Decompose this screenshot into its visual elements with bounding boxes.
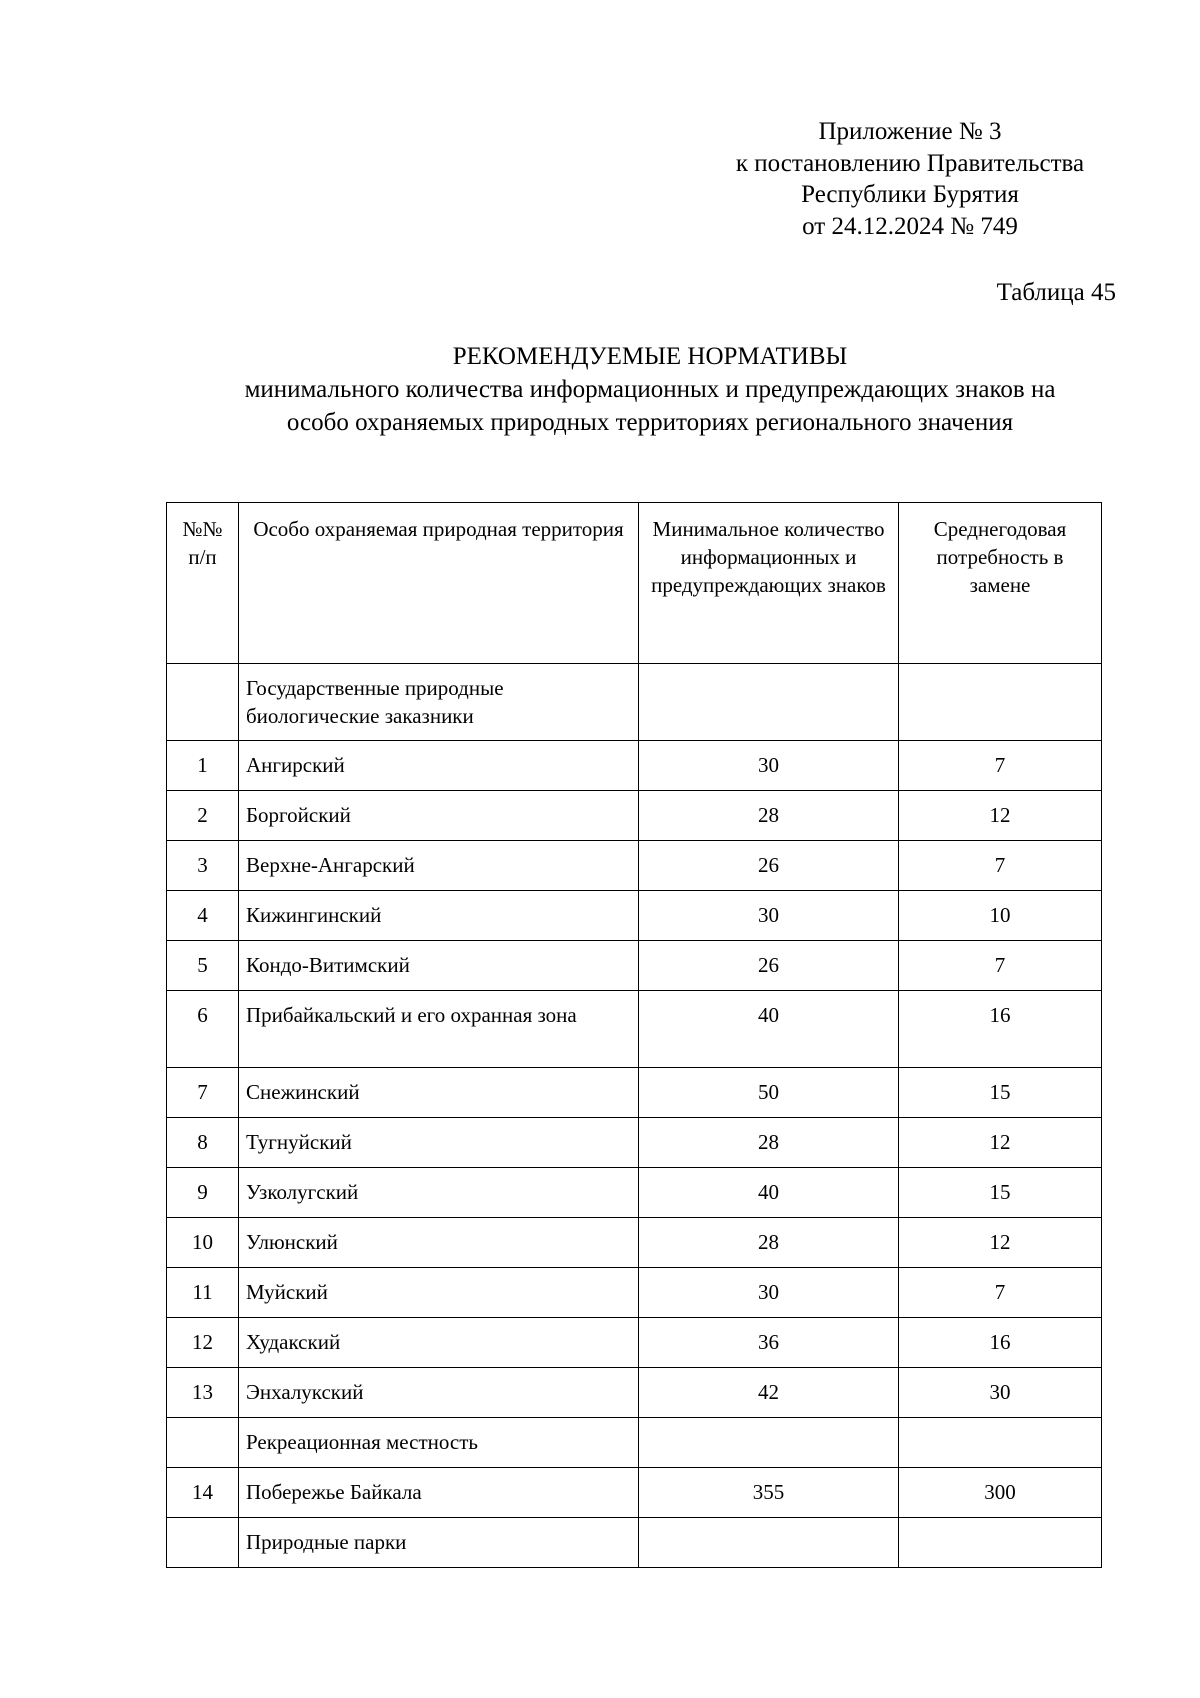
header-num: №№ п/п [167,503,239,664]
cell-num: 10 [167,1218,239,1268]
table-row [167,791,1102,841]
table-row [167,1318,1102,1368]
cell-num: 12 [167,1318,239,1368]
appendix-block [690,116,1130,242]
table-body [167,664,1102,1568]
cell-min-count: 28 [639,1218,899,1268]
cell-territory-name: Улюнский [239,1218,639,1268]
cell-min-count: 30 [639,1268,899,1318]
cell-min-count: 28 [639,791,899,841]
cell-num: 8 [167,1118,239,1168]
cell-territory-name: Природные парки [239,1518,639,1568]
cell-territory-name: Тугнуйский [239,1118,639,1168]
cell-annual-need: 7 [899,741,1102,791]
cell-min-count: 50 [639,1068,899,1118]
table-section-row [167,664,1102,741]
cell-min-count: 36 [639,1318,899,1368]
cell-num: 2 [167,791,239,841]
header-min-count: Минимальное количество информационных и предупреждающих знаков [639,503,899,664]
cell-territory-name: Ангирский [239,741,639,791]
cell-annual-need [899,664,1102,741]
cell-annual-need: 30 [899,1368,1102,1418]
cell-annual-need: 7 [899,1268,1102,1318]
cell-num: 7 [167,1068,239,1118]
table-row [167,1468,1102,1518]
cell-min-count [639,664,899,741]
cell-annual-need: 7 [899,841,1102,891]
table-row [167,1368,1102,1418]
cell-num [167,1518,239,1568]
cell-annual-need: 7 [899,941,1102,991]
table-row [167,941,1102,991]
appendix-line: Республики Бурятия [801,181,1019,208]
table-row [167,991,1102,1068]
cell-territory-name: Верхне-Ангарский [239,841,639,891]
cell-min-count: 30 [639,741,899,791]
cell-min-count: 40 [639,1168,899,1218]
cell-territory-name: Государственные природные биологические заказники [239,664,639,741]
cell-num: 1 [167,741,239,791]
cell-territory-name: Муйский [239,1268,639,1318]
title-subline: минимального количества информационных и предупреждающих знаков на [244,376,1056,403]
cell-annual-need: 300 [899,1468,1102,1518]
title-subline: особо охраняемых природных территориях регионального значения [286,409,1014,436]
cell-annual-need: 12 [899,791,1102,841]
cell-num: 4 [167,891,239,941]
table-row [167,1168,1102,1218]
cell-territory-name: Снежинский [239,1068,639,1118]
cell-min-count: 30 [639,891,899,941]
cell-num: 13 [167,1368,239,1418]
cell-territory-name: Кижингинский [239,891,639,941]
cell-annual-need [899,1418,1102,1468]
cell-annual-need: 12 [899,1118,1102,1168]
cell-min-count: 40 [639,991,899,1068]
appendix-line: от 24.12.2024 № 749 [802,212,1018,240]
cell-annual-need: 16 [899,1318,1102,1368]
cell-min-count: 26 [639,941,899,991]
table-row [167,1268,1102,1318]
cell-annual-need: 16 [899,991,1102,1068]
table-row [167,841,1102,891]
cell-num [167,664,239,741]
table-section-row [167,1518,1102,1568]
cell-territory-name: Кондо-Витимский [239,941,639,991]
appendix-line: к постановлению Правительства [735,149,1085,177]
cell-territory-name: Боргойский [239,791,639,841]
cell-num: 3 [167,841,239,891]
cell-num: 6 [167,991,239,1068]
table-label: Таблица 45 [996,279,1116,306]
table-row [167,1068,1102,1118]
cell-annual-need: 12 [899,1218,1102,1268]
table-row [167,891,1102,941]
table-row [167,1118,1102,1168]
appendix-line: Приложение № 3 [818,118,1002,145]
cell-territory-name: Худакский [239,1318,639,1368]
cell-min-count: 26 [639,841,899,891]
table-section-row [167,1418,1102,1468]
header-territory: Особо охраняемая природная территория [239,503,639,664]
table-header-row [167,503,1102,664]
cell-num: 5 [167,941,239,991]
document-title [160,340,1140,439]
title-main: РЕКОМЕНДУЕМЫЕ НОРМАТИВЫ [452,343,848,370]
cell-num [167,1418,239,1468]
cell-min-count: 355 [639,1468,899,1518]
norms-table [166,502,1102,1568]
cell-territory-name: Узколугский [239,1168,639,1218]
cell-min-count [639,1518,899,1568]
table-row [167,741,1102,791]
cell-territory-name: Побережье Байкала [239,1468,639,1518]
cell-annual-need: 15 [899,1168,1102,1218]
header-annual-need: Среднегодовая потребность в замене [899,503,1102,664]
cell-num: 14 [167,1468,239,1518]
cell-annual-need: 15 [899,1068,1102,1118]
cell-num: 11 [167,1268,239,1318]
cell-min-count: 28 [639,1118,899,1168]
cell-annual-need: 10 [899,891,1102,941]
cell-num: 9 [167,1168,239,1218]
cell-annual-need [899,1518,1102,1568]
cell-min-count: 42 [639,1368,899,1418]
cell-territory-name: Рекреационная местность [239,1418,639,1468]
table-row [167,1218,1102,1268]
cell-min-count [639,1418,899,1468]
cell-territory-name: Энхалукский [239,1368,639,1418]
cell-territory-name: Прибайкальский и его охранная зона [239,991,639,1068]
